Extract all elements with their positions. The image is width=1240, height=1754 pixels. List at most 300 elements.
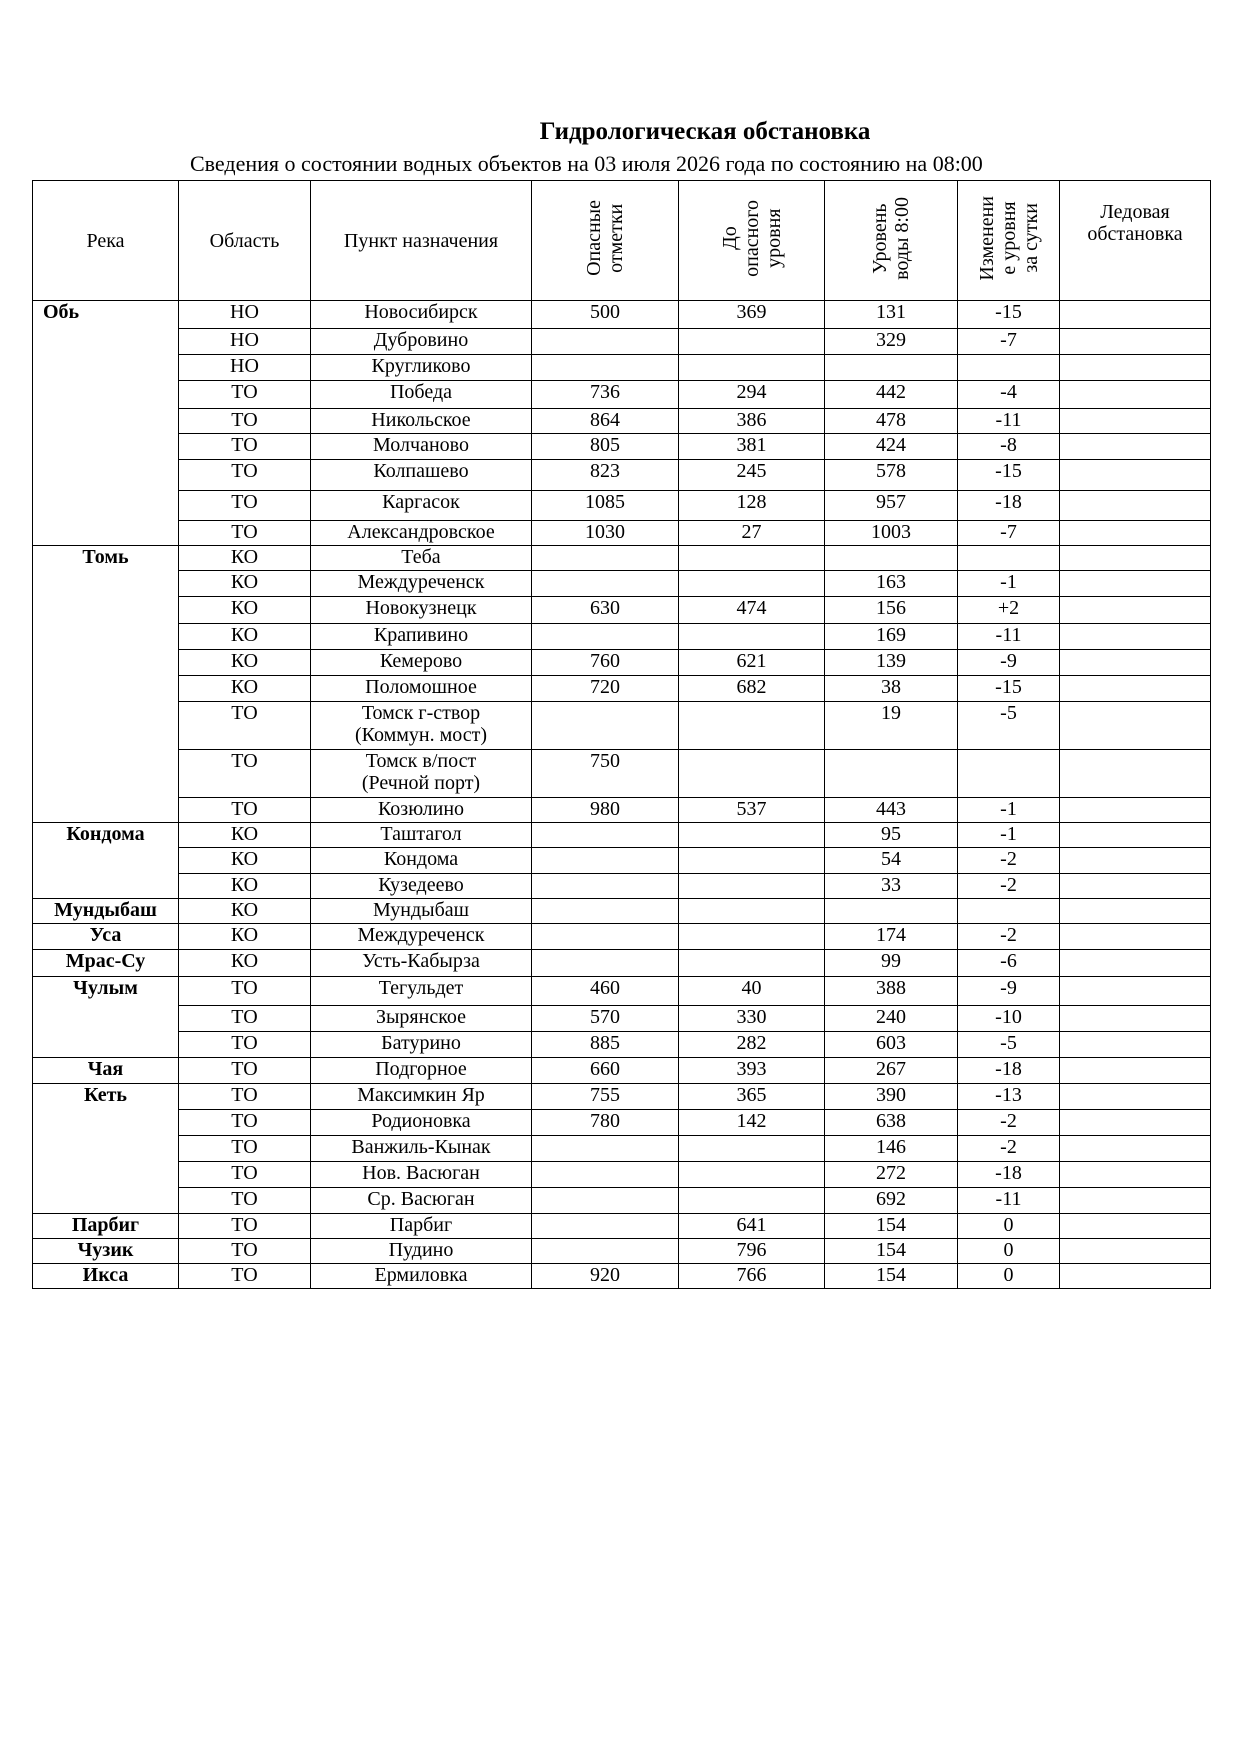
change-cell: -2 [958, 1136, 1060, 1162]
change-cell: -1 [958, 571, 1060, 597]
region-cell: ТО [179, 1136, 311, 1162]
danger-cell [532, 355, 679, 381]
ice-cell [1060, 1264, 1211, 1289]
danger-cell [532, 924, 679, 950]
point-cell: Никольское [311, 409, 532, 434]
ice-cell [1060, 491, 1211, 521]
to-danger-cell [679, 1188, 825, 1214]
danger-cell: 630 [532, 597, 679, 624]
table-row [33, 329, 1211, 355]
page-title: Гидрологическая обстановка [539, 118, 871, 145]
change-cell [958, 355, 1060, 381]
to-danger-cell: 381 [679, 434, 825, 460]
change-cell: -18 [958, 491, 1060, 521]
danger-cell [532, 899, 679, 924]
river-name-cell: Чая [33, 1058, 179, 1084]
header-change: Изменени е уровня за сутки [958, 181, 1060, 301]
to-danger-cell: 393 [679, 1058, 825, 1084]
level-cell: 272 [825, 1162, 958, 1188]
level-cell [825, 750, 958, 798]
table-row [33, 1264, 1211, 1289]
level-cell: 603 [825, 1032, 958, 1058]
to-danger-cell [679, 571, 825, 597]
level-cell: 390 [825, 1084, 958, 1110]
danger-cell: 1085 [532, 491, 679, 521]
table-row [33, 874, 1211, 899]
point-cell: Тегульдет [311, 977, 532, 1006]
table-row [33, 624, 1211, 650]
to-danger-cell: 641 [679, 1214, 825, 1239]
table-row [33, 924, 1211, 950]
table-row [33, 571, 1211, 597]
danger-cell: 500 [532, 301, 679, 329]
level-cell [825, 355, 958, 381]
region-cell: КО [179, 546, 311, 571]
change-cell [958, 899, 1060, 924]
table-row [33, 1084, 1211, 1110]
level-cell: 99 [825, 950, 958, 977]
river-name-cell: Кеть [33, 1084, 179, 1214]
region-cell: КО [179, 597, 311, 624]
level-cell [825, 899, 958, 924]
point-cell: Александровское [311, 521, 532, 546]
table-row [33, 950, 1211, 977]
table-row [33, 491, 1211, 521]
level-cell: 174 [825, 924, 958, 950]
danger-cell [532, 546, 679, 571]
region-cell: ТО [179, 1032, 311, 1058]
river-name-cell: Мундыбаш [33, 899, 179, 924]
table-row [33, 750, 1211, 798]
level-cell: 169 [825, 624, 958, 650]
region-cell: ТО [179, 521, 311, 546]
ice-cell [1060, 1110, 1211, 1136]
to-danger-cell: 796 [679, 1239, 825, 1264]
level-cell: 240 [825, 1006, 958, 1032]
ice-cell [1060, 823, 1211, 848]
danger-cell [532, 950, 679, 977]
ice-cell [1060, 924, 1211, 950]
level-cell: 146 [825, 1136, 958, 1162]
to-danger-cell: 245 [679, 460, 825, 491]
table-row [33, 1058, 1211, 1084]
danger-cell: 760 [532, 650, 679, 676]
region-cell: КО [179, 676, 311, 702]
change-cell: -7 [958, 521, 1060, 546]
ice-cell [1060, 1084, 1211, 1110]
to-danger-cell: 474 [679, 597, 825, 624]
table-row [33, 1188, 1211, 1214]
ice-cell [1060, 848, 1211, 874]
to-danger-cell: 766 [679, 1264, 825, 1289]
level-cell: 638 [825, 1110, 958, 1136]
to-danger-cell [679, 848, 825, 874]
level-cell: 95 [825, 823, 958, 848]
point-cell: Кузедеево [311, 874, 532, 899]
table-row [33, 650, 1211, 676]
level-cell: 154 [825, 1239, 958, 1264]
danger-cell: 980 [532, 798, 679, 823]
danger-cell [532, 1136, 679, 1162]
point-cell: Каргасок [311, 491, 532, 521]
point-name: Томск в/пост [365, 750, 477, 772]
point-cell: Батурино [311, 1032, 532, 1058]
change-cell: -1 [958, 823, 1060, 848]
point-cell: Парбиг [311, 1214, 532, 1239]
point-cell: Козюлино [311, 798, 532, 823]
level-cell: 424 [825, 434, 958, 460]
point-cell: Таштагол [311, 823, 532, 848]
point-cell [311, 702, 532, 750]
river-name-cell: Кондома [33, 823, 179, 899]
ice-cell [1060, 409, 1211, 434]
point-cell: Нов. Васюган [311, 1162, 532, 1188]
region-cell: ТО [179, 491, 311, 521]
danger-cell [532, 1239, 679, 1264]
to-danger-cell: 365 [679, 1084, 825, 1110]
river-name-cell: Обь [33, 301, 179, 546]
header-danger: Опасные отметки [532, 181, 679, 301]
level-cell: 131 [825, 301, 958, 329]
danger-cell: 460 [532, 977, 679, 1006]
region-cell: ТО [179, 1058, 311, 1084]
river-name-cell: Икса [33, 1264, 179, 1289]
region-cell: ТО [179, 1084, 311, 1110]
ice-cell [1060, 1188, 1211, 1214]
ice-cell [1060, 381, 1211, 409]
to-danger-cell [679, 823, 825, 848]
point-cell: Крапивино [311, 624, 532, 650]
header-point: Пункт назначения [311, 181, 532, 301]
danger-cell [532, 329, 679, 355]
table-row [33, 702, 1211, 750]
level-cell: 156 [825, 597, 958, 624]
region-cell: ТО [179, 434, 311, 460]
region-cell: КО [179, 924, 311, 950]
to-danger-cell: 27 [679, 521, 825, 546]
change-cell: -11 [958, 624, 1060, 650]
ice-cell [1060, 676, 1211, 702]
river-name-cell: Парбиг [33, 1214, 179, 1239]
region-cell: ТО [179, 1110, 311, 1136]
table-row [33, 521, 1211, 546]
region-cell: ТО [179, 1188, 311, 1214]
header-to-danger: До опасного уровня [679, 181, 825, 301]
table-row [33, 1162, 1211, 1188]
point-cell: Ермиловка [311, 1264, 532, 1289]
level-cell: 442 [825, 381, 958, 409]
to-danger-cell: 294 [679, 381, 825, 409]
river-name-cell: Чузик [33, 1239, 179, 1264]
point-cell: Кругликово [311, 355, 532, 381]
level-cell: 139 [825, 650, 958, 676]
danger-cell [532, 848, 679, 874]
table-row [33, 977, 1211, 1006]
danger-cell: 1030 [532, 521, 679, 546]
change-cell: -7 [958, 329, 1060, 355]
ice-cell [1060, 1006, 1211, 1032]
to-danger-cell [679, 750, 825, 798]
change-cell: 0 [958, 1239, 1060, 1264]
table-row [33, 355, 1211, 381]
level-cell: 1003 [825, 521, 958, 546]
danger-cell [532, 874, 679, 899]
danger-cell: 570 [532, 1006, 679, 1032]
to-danger-cell: 369 [679, 301, 825, 329]
header-river: Река [33, 181, 179, 301]
level-cell: 163 [825, 571, 958, 597]
region-cell: ТО [179, 1006, 311, 1032]
danger-cell: 864 [532, 409, 679, 434]
point-cell: Междуреченск [311, 924, 532, 950]
level-cell: 267 [825, 1058, 958, 1084]
point-cell: Новокузнецк [311, 597, 532, 624]
to-danger-cell [679, 1162, 825, 1188]
ice-cell [1060, 650, 1211, 676]
point-cell: Междуреченск [311, 571, 532, 597]
ice-cell [1060, 1032, 1211, 1058]
region-cell: КО [179, 624, 311, 650]
point-cell: Поломошное [311, 676, 532, 702]
change-cell: -5 [958, 702, 1060, 750]
point-cell: Зырянское [311, 1006, 532, 1032]
change-cell: 0 [958, 1214, 1060, 1239]
level-cell: 54 [825, 848, 958, 874]
to-danger-cell [679, 355, 825, 381]
table-row [33, 381, 1211, 409]
region-cell: НО [179, 329, 311, 355]
danger-cell: 720 [532, 676, 679, 702]
danger-cell [532, 702, 679, 750]
to-danger-cell [679, 924, 825, 950]
region-cell: ТО [179, 798, 311, 823]
danger-cell: 805 [532, 434, 679, 460]
ice-cell [1060, 702, 1211, 750]
change-cell: -11 [958, 409, 1060, 434]
region-cell: ТО [179, 409, 311, 434]
table-row [33, 1006, 1211, 1032]
to-danger-cell [679, 950, 825, 977]
level-cell: 38 [825, 676, 958, 702]
change-cell: -15 [958, 301, 1060, 329]
region-cell: КО [179, 571, 311, 597]
header-level: Уровень воды 8:00 [825, 181, 958, 301]
danger-cell: 885 [532, 1032, 679, 1058]
danger-cell [532, 823, 679, 848]
to-danger-cell: 128 [679, 491, 825, 521]
danger-cell [532, 1162, 679, 1188]
ice-cell [1060, 434, 1211, 460]
region-cell: ТО [179, 750, 311, 798]
level-cell [825, 546, 958, 571]
to-danger-cell: 386 [679, 409, 825, 434]
danger-cell: 750 [532, 750, 679, 798]
region-cell: КО [179, 950, 311, 977]
change-cell: -18 [958, 1162, 1060, 1188]
change-cell: -10 [958, 1006, 1060, 1032]
table-row [33, 823, 1211, 848]
danger-cell [532, 571, 679, 597]
region-cell: КО [179, 650, 311, 676]
table-row [33, 676, 1211, 702]
page-subtitle: Сведения о состоянии водных объектов на 03 июля 2026 года по состоянию на 08:00 [190, 151, 983, 176]
level-cell: 692 [825, 1188, 958, 1214]
danger-cell: 920 [532, 1264, 679, 1289]
ice-cell [1060, 355, 1211, 381]
change-cell: -2 [958, 1110, 1060, 1136]
level-cell: 578 [825, 460, 958, 491]
change-cell: -13 [958, 1084, 1060, 1110]
to-danger-cell: 682 [679, 676, 825, 702]
change-cell: -2 [958, 874, 1060, 899]
change-cell: -8 [958, 434, 1060, 460]
to-danger-cell: 330 [679, 1006, 825, 1032]
header-row [33, 181, 1211, 301]
point-name-extra: (Речной порт) [361, 772, 481, 794]
region-cell: НО [179, 301, 311, 329]
point-cell: Родионовка [311, 1110, 532, 1136]
table-row [33, 1032, 1211, 1058]
ice-cell [1060, 597, 1211, 624]
level-cell: 388 [825, 977, 958, 1006]
ice-cell [1060, 571, 1211, 597]
danger-cell: 780 [532, 1110, 679, 1136]
to-danger-cell [679, 702, 825, 750]
ice-cell [1060, 874, 1211, 899]
change-cell: -9 [958, 977, 1060, 1006]
level-cell: 33 [825, 874, 958, 899]
point-cell: Кемерово [311, 650, 532, 676]
to-danger-cell: 282 [679, 1032, 825, 1058]
point-cell: Подгорное [311, 1058, 532, 1084]
table-row [33, 1214, 1211, 1239]
change-cell: -4 [958, 381, 1060, 409]
table-row [33, 899, 1211, 924]
point-name: Томск г-створ [361, 702, 481, 724]
ice-cell [1060, 1214, 1211, 1239]
change-cell: -2 [958, 848, 1060, 874]
ice-cell [1060, 329, 1211, 355]
change-cell: -15 [958, 460, 1060, 491]
to-danger-cell [679, 1136, 825, 1162]
change-cell [958, 546, 1060, 571]
change-cell: 0 [958, 1264, 1060, 1289]
to-danger-cell [679, 546, 825, 571]
change-cell: -11 [958, 1188, 1060, 1214]
danger-cell [532, 624, 679, 650]
change-cell: -2 [958, 924, 1060, 950]
point-cell: Новосибирск [311, 301, 532, 329]
region-cell: ТО [179, 1214, 311, 1239]
change-cell [958, 750, 1060, 798]
level-cell: 329 [825, 329, 958, 355]
to-danger-cell: 142 [679, 1110, 825, 1136]
point-cell: Максимкин Яр [311, 1084, 532, 1110]
to-danger-cell [679, 874, 825, 899]
change-cell: -18 [958, 1058, 1060, 1084]
ice-cell [1060, 1058, 1211, 1084]
danger-cell: 660 [532, 1058, 679, 1084]
change-cell: -1 [958, 798, 1060, 823]
level-cell: 154 [825, 1264, 958, 1289]
change-cell: -6 [958, 950, 1060, 977]
point-cell: Усть-Кабырза [311, 950, 532, 977]
point-cell: Дубровино [311, 329, 532, 355]
change-cell: -5 [958, 1032, 1060, 1058]
region-cell: КО [179, 848, 311, 874]
header-region: Область [179, 181, 311, 301]
table-row [33, 597, 1211, 624]
change-cell: +2 [958, 597, 1060, 624]
danger-cell: 736 [532, 381, 679, 409]
river-name-cell: Мрас-Су [33, 950, 179, 977]
ice-cell [1060, 521, 1211, 546]
ice-cell [1060, 798, 1211, 823]
ice-cell [1060, 950, 1211, 977]
ice-cell [1060, 301, 1211, 329]
table-row [33, 434, 1211, 460]
level-cell: 443 [825, 798, 958, 823]
danger-cell: 755 [532, 1084, 679, 1110]
to-danger-cell [679, 899, 825, 924]
to-danger-cell: 621 [679, 650, 825, 676]
ice-cell [1060, 546, 1211, 571]
ice-cell [1060, 899, 1211, 924]
region-cell: ТО [179, 381, 311, 409]
point-cell: Молчаново [311, 434, 532, 460]
danger-cell: 823 [532, 460, 679, 491]
region-cell: НО [179, 355, 311, 381]
point-cell: Кондома [311, 848, 532, 874]
level-cell: 957 [825, 491, 958, 521]
level-cell: 19 [825, 702, 958, 750]
region-cell: ТО [179, 702, 311, 750]
point-cell: Пудино [311, 1239, 532, 1264]
river-name-cell: Уса [33, 924, 179, 950]
point-name-extra: (Коммун. мост) [354, 724, 488, 746]
to-danger-cell [679, 329, 825, 355]
ice-cell [1060, 1136, 1211, 1162]
point-cell: Ванжиль-Кынак [311, 1136, 532, 1162]
danger-cell [532, 1214, 679, 1239]
region-cell: ТО [179, 460, 311, 491]
table-row [33, 1136, 1211, 1162]
to-danger-cell [679, 624, 825, 650]
point-cell: Теба [311, 546, 532, 571]
ice-cell [1060, 624, 1211, 650]
region-cell: КО [179, 899, 311, 924]
table-row [33, 546, 1211, 571]
point-cell: Ср. Васюган [311, 1188, 532, 1214]
point-cell: Мундыбаш [311, 899, 532, 924]
change-cell: -9 [958, 650, 1060, 676]
header-ice: Ледовая обстановка [1060, 181, 1211, 301]
river-name-cell: Томь [33, 546, 179, 823]
ice-cell [1060, 1239, 1211, 1264]
to-danger-cell: 40 [679, 977, 825, 1006]
ice-cell [1060, 750, 1211, 798]
region-cell: ТО [179, 1264, 311, 1289]
table-row [33, 1239, 1211, 1264]
point-cell: Победа [311, 381, 532, 409]
region-cell: КО [179, 874, 311, 899]
table-row [33, 848, 1211, 874]
table-row [33, 460, 1211, 491]
table-row [33, 301, 1211, 329]
ice-cell [1060, 977, 1211, 1006]
to-danger-cell: 537 [679, 798, 825, 823]
table-row [33, 409, 1211, 434]
